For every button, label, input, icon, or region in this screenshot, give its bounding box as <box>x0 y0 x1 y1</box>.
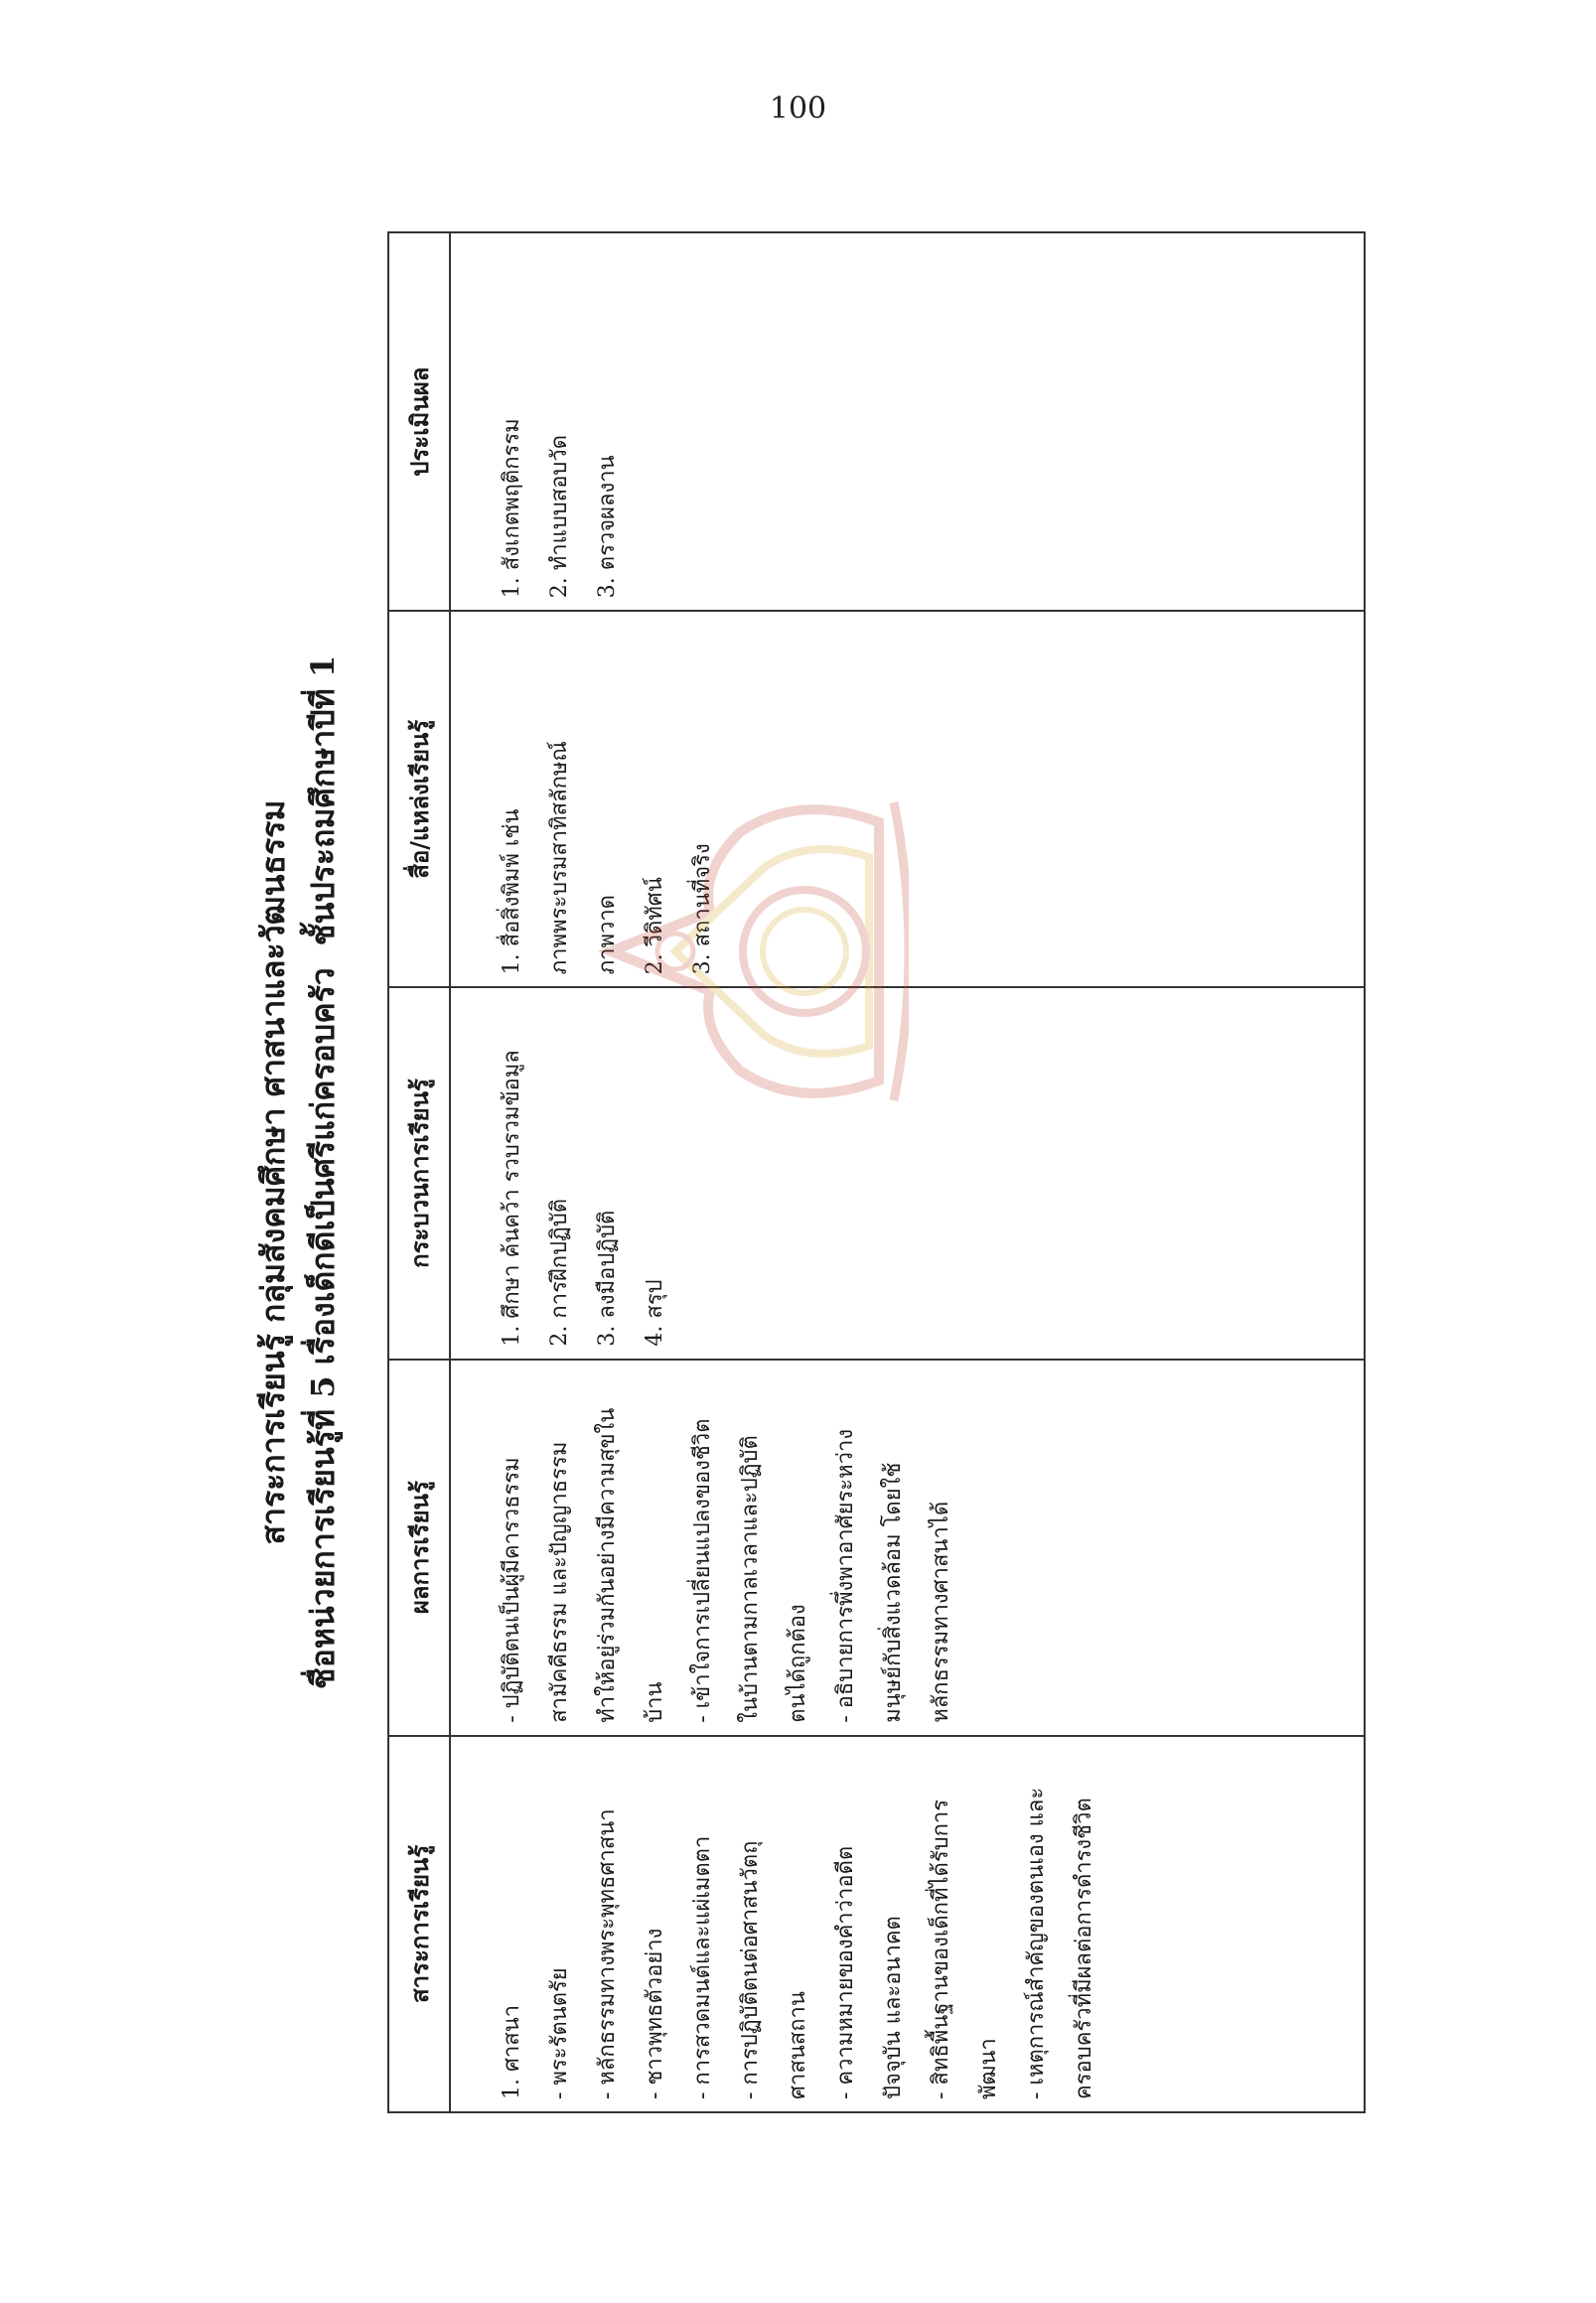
content-line: - พระรัตนตรัย <box>547 1967 572 2099</box>
cell-assessment <box>451 233 1364 610</box>
content-line: ปัจจุบัน และอนาคต <box>881 1916 906 2099</box>
outcome-line: - อธิบายการพึ่งพาอาศัยระหว่าง <box>833 1428 858 1723</box>
content-line: 1. ศาสนา <box>500 2004 524 2099</box>
cell-learning-outcomes <box>451 1359 1364 1735</box>
table-body-row <box>451 233 1364 2111</box>
header-learning-process: กระบวนการเรียนรู้ <box>389 986 449 1358</box>
content-line: - ชาวพุทธตัวอย่าง <box>643 1928 667 2099</box>
assessment-line: 2. ทำแบบสอบวัด <box>547 434 572 599</box>
media-line: 2. วีดิทัศน์ <box>643 877 667 975</box>
content-line: - เหตุการณ์สำคัญของตนเอง และ <box>1024 1787 1049 2099</box>
content-line: - ความหมายของคำว่าอดีต <box>833 1845 858 2099</box>
outcome-line: - เข้าใจการเปลี่ยนแปลงของชีวิต <box>690 1418 715 1723</box>
header-learning-outcomes: ผลการเรียนรู้ <box>389 1359 449 1735</box>
table-header-row <box>389 233 451 2111</box>
content-line: - การสวดมนต์และแผ่เมตตา <box>690 1835 715 2099</box>
header-assessment: ประเมินผล <box>404 366 434 477</box>
outcome-line: ตนได้ถูกต้อง <box>786 1604 810 1723</box>
content-line: ศาสนสถาน <box>786 1991 810 2099</box>
process-line: 4. สรุป <box>643 1279 667 1347</box>
cell-learning-process <box>451 986 1364 1358</box>
header-learning-content: สาระการเรียนรู้ <box>389 1735 449 2111</box>
outcome-line: หลักธรรมทางศาสนาได้ <box>929 1501 953 1723</box>
process-line: 3. ลงมือปฏิบัติ <box>595 1210 620 1347</box>
media-line: 3. สถานที่จริง <box>690 843 715 975</box>
title-block <box>248 231 367 2113</box>
outcome-line: - ปฏิบัติตนเป็นผู้มีคารวธรรม <box>500 1457 524 1723</box>
process-line: 2. การฝึกปฏิบัติ <box>547 1198 572 1347</box>
assessment-line: 3. ตรวจผลงาน <box>595 455 620 599</box>
content-line: พัฒนา <box>976 2038 1001 2099</box>
media-line: ภาพพระบรมสาทิสลักษณ์ <box>547 741 572 975</box>
process-line: 1. ศึกษา ค้นคว้า รวบรวมข้อมูล <box>500 1050 524 1347</box>
media-line: ภาพวาด <box>595 895 620 975</box>
outcome-line: ทำให้อยู่ร่วมกันอย่างมีความสุขใน <box>595 1407 620 1723</box>
outcome-line: บ้าน <box>643 1681 667 1723</box>
outcome-line: ในบ้านตามกาลเวลาและปฏิบัติ <box>738 1435 763 1723</box>
assessment-line: 1. สังเกตพฤติกรรม <box>500 418 524 599</box>
cell-media-resources <box>451 610 1364 986</box>
content-line: - หลักธรรมทางพระพุทธศาสนา <box>595 1808 620 2099</box>
outcome-line: สามัคคีธรรม และปัญญาธรรม <box>547 1441 572 1723</box>
grade-level: ชั้นประถมศึกษาปีที่ 1 <box>304 654 342 946</box>
content-line: - การปฏิบัติตนต่อศาสนวัตถุ <box>738 1840 763 2099</box>
rotated-page-content <box>248 231 1366 2113</box>
content-line: ครอบครัวที่มีผลต่อการดำรงชีวิต <box>1072 1798 1096 2099</box>
media-line: 1. สื่อสิ่งพิมพ์ เช่น <box>500 808 524 975</box>
curriculum-table <box>387 231 1366 2113</box>
title-line-1: สาระการเรียนรู้ กลุ่มสังคมศึกษา ศาสนาและวัฒนธรรม <box>254 799 292 1545</box>
title-line-2 <box>298 231 348 2113</box>
page-number: 100 <box>769 91 827 126</box>
content-line: - สิทธิพื้นฐานของเด็กที่ได้รับการ <box>929 1799 953 2099</box>
outcome-line: มนุษย์กับสิ่งแวดล้อม โดยใช้ <box>881 1462 906 1723</box>
cell-learning-content <box>451 1735 1364 2111</box>
header-media-resources: สื่อ/แหล่งเรียนรู้ <box>389 610 449 986</box>
unit-title: ชื่อหน่วยการเรียนรู้ที่ 5 เรื่องเด็กดีเป็นศรีแก่ครอบครัว <box>304 967 342 1690</box>
